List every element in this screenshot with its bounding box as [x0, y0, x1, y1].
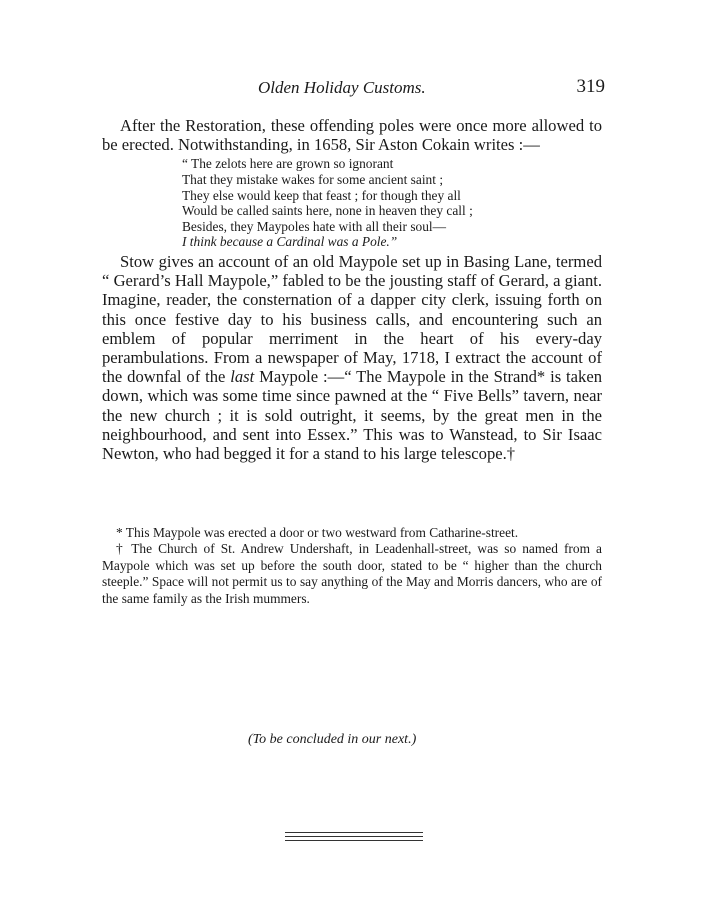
- running-title: Olden Holiday Customs.: [258, 78, 426, 97]
- page-number: 319: [576, 76, 605, 97]
- paragraph-restoration: After the Restoration, these offending poles were once more allowed to be erected. Notwithstanding, in 1658, Sir Aston Cokain writes :—: [102, 116, 602, 155]
- verse-line: I think because a Cardinal was a Pole.”: [182, 234, 398, 250]
- end-rule: [285, 840, 423, 841]
- verse-line: Besides, they Maypoles hate with all their soul—: [182, 218, 447, 234]
- footnotes: [102, 525, 602, 607]
- end-rule: [285, 836, 423, 837]
- verse-quotation: [182, 156, 602, 250]
- footnote-maypole: * This Maypole was erected a door or two westward from Catharine-street.: [116, 525, 519, 540]
- footnote-church: † The Church of St. Andrew Undershaft, in Leadenhall-street, was so named from a Maypole which was set up before the south door, stated to be “ higher than the church steeple.” Space will not permit us to say anything of the May and Morris dancers, who are of the same family as the Irish mummers.: [102, 541, 602, 606]
- verse-line: That they mistake wakes for some ancient saint ;: [182, 172, 444, 187]
- verse-line: They else would keep that feast ; for though they all: [182, 187, 461, 203]
- body-text: [102, 116, 602, 463]
- paragraph-stow: [102, 252, 602, 463]
- verse-line: “ The zelots here are grown so ignorant: [182, 156, 394, 172]
- end-rule: [285, 832, 423, 833]
- continuation-note: (To be concluded in our next.): [248, 732, 417, 747]
- emphasis-last: last: [230, 367, 255, 387]
- paragraph-stow-part-a: Stow gives an account of an old Maypole set up in Basing Lane, termed “ Gerard’s Hall Maypole,” fabled to be the jousting staff of Gerard, a giant. Imagine, reader, the consternation of a dapper city clerk, issuing forth on this once festive day to his business calls, and encountering such an emblem of popular merriment in the heart of his every-day perambulations. From a newspaper of May, 1718, I extract the account of the downfal of the: [102, 251, 602, 387]
- verse-line: Would be called saints here, none in heaven they call ;: [182, 203, 473, 219]
- paragraph-stow-part-b: Maypole :—“ The Maypole in the Strand* is taken down, which was some time since pawned at the “ Five Bells” tavern, near the new church ; it is sold outright, it seems, by the great men in the neighbourhood, and sent into Essex.” This was to Wanstead, to Sir Isaac Newton, who had begged it for a stand to his large telescope.†: [102, 367, 602, 463]
